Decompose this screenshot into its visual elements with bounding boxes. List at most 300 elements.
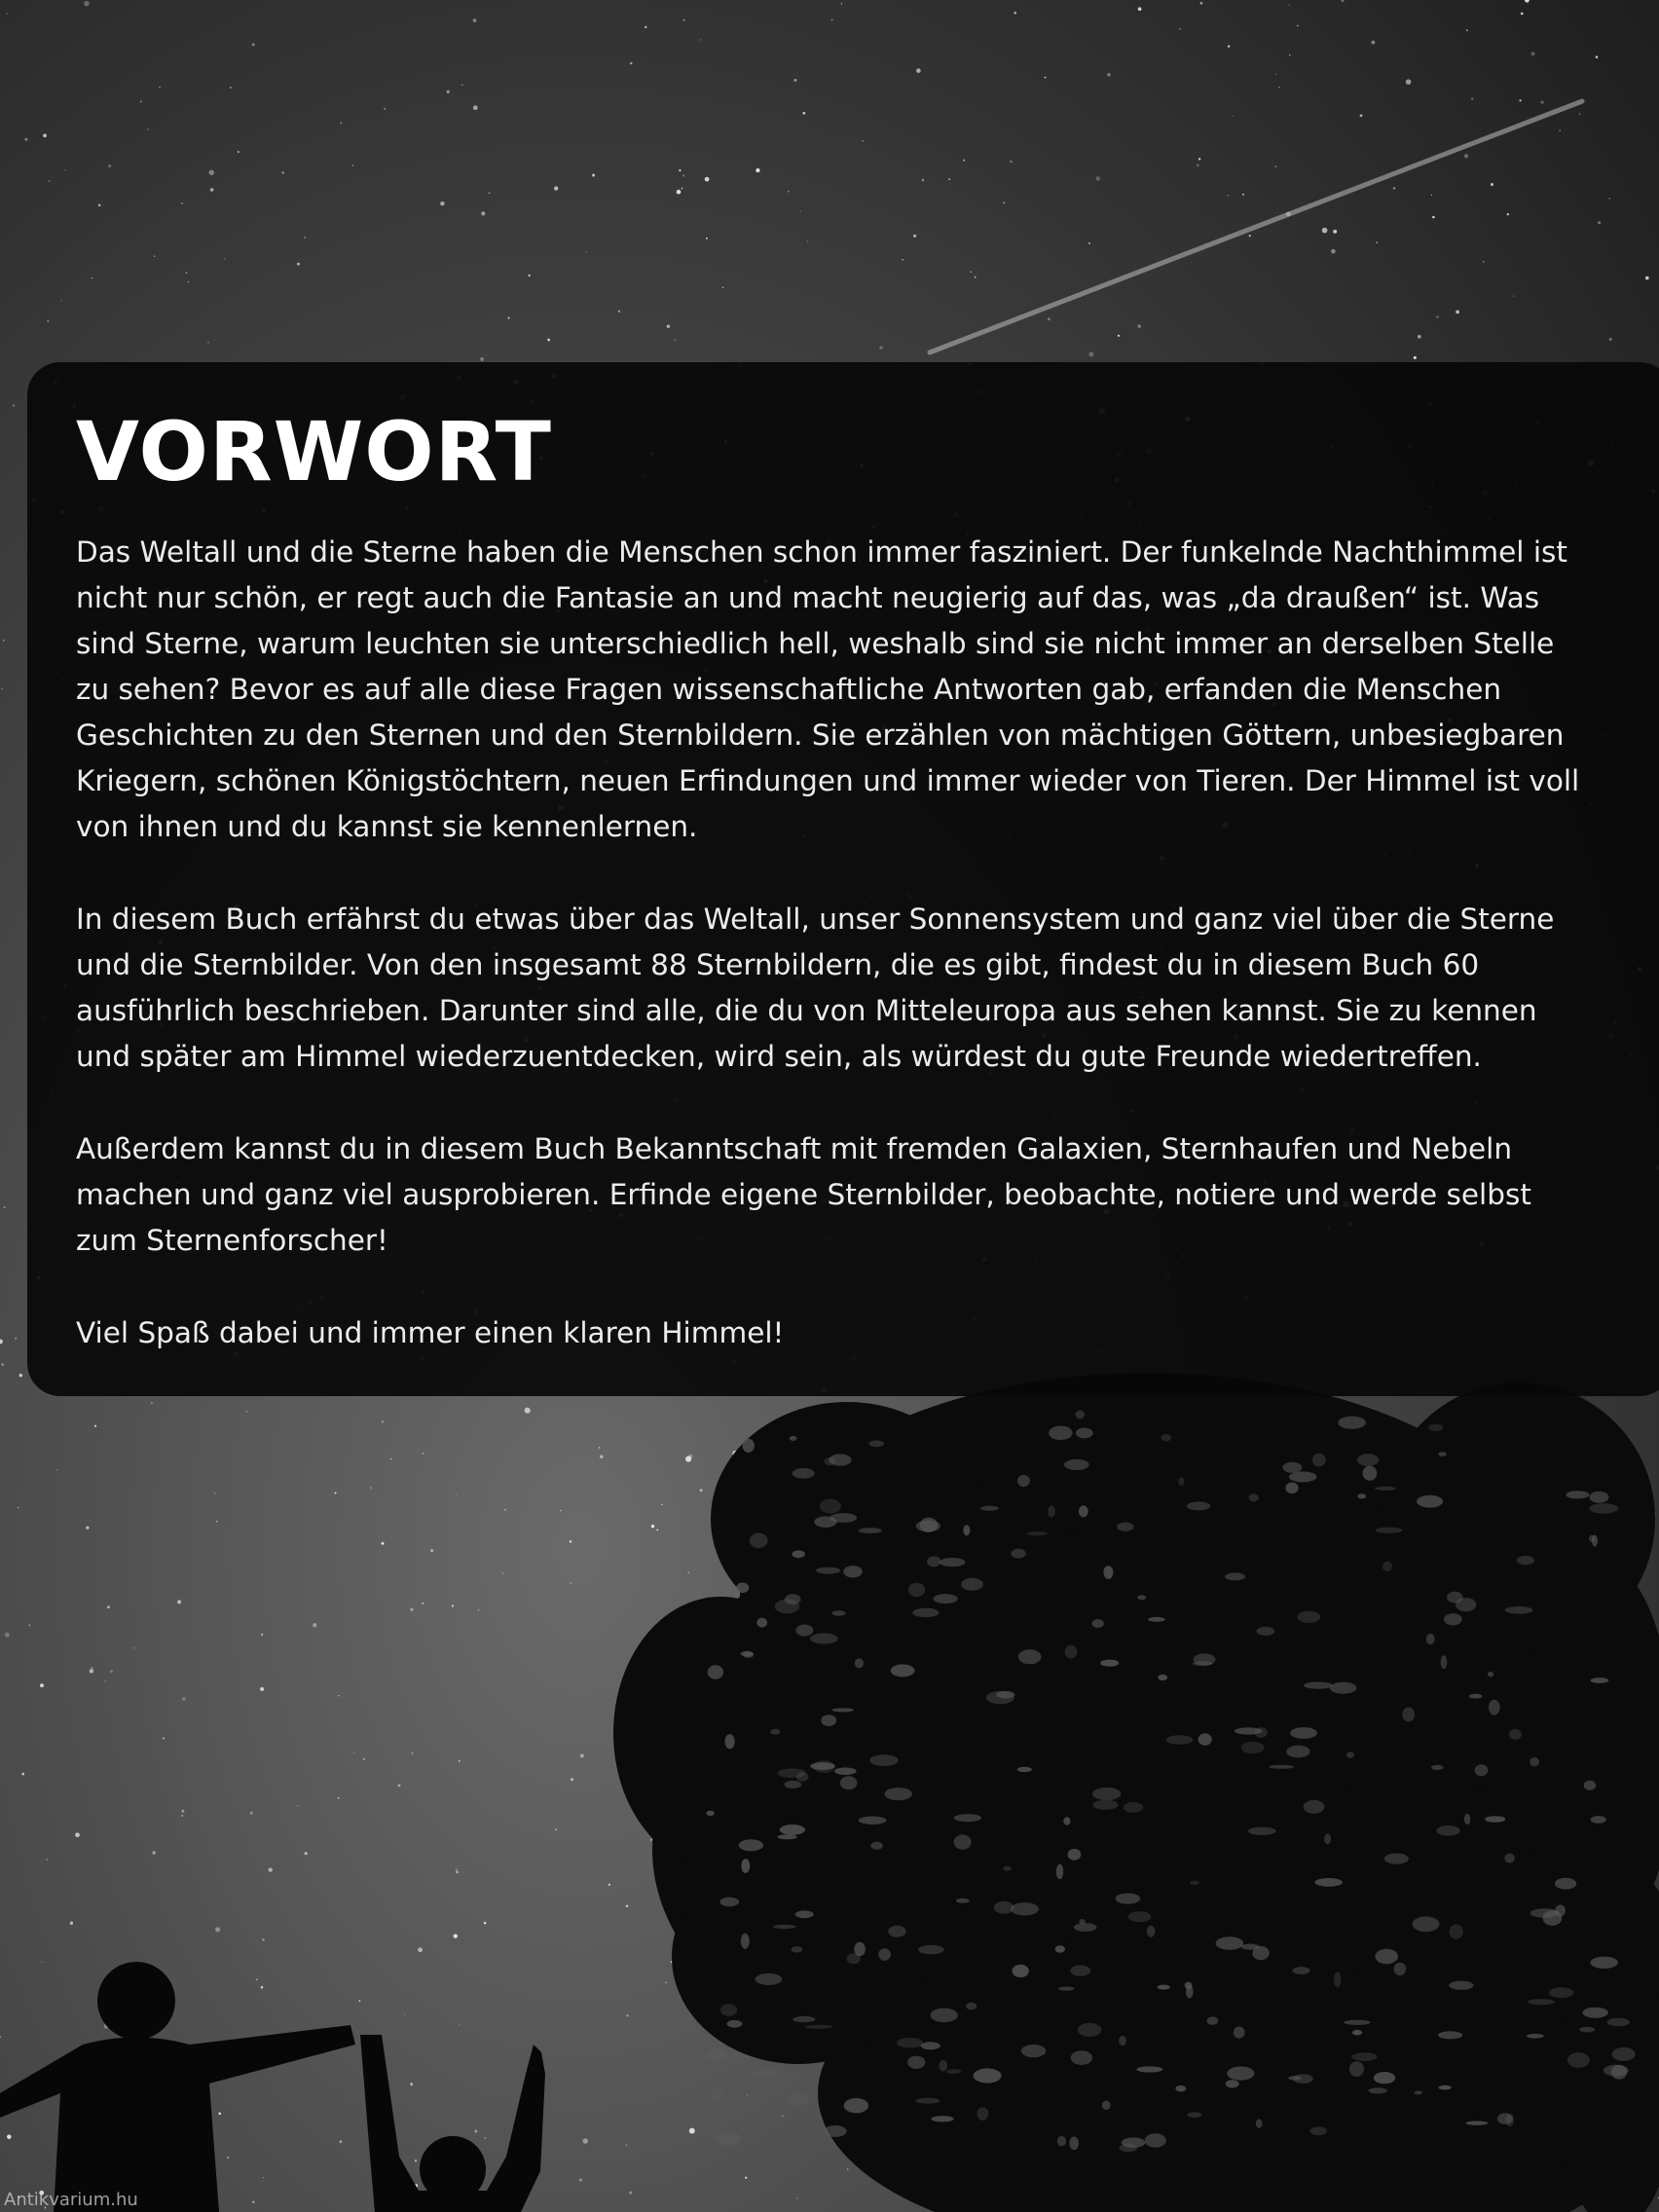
star [674,339,676,341]
star [1372,41,1376,45]
leaf-gap [1488,1672,1493,1677]
leaf-gap [1374,2072,1395,2083]
leaf-gap [1304,1682,1333,1689]
leaf-gap [1190,1881,1199,1885]
leaf-gap [1198,1733,1212,1745]
star [948,178,950,180]
star [151,1402,153,1404]
leaf-gap [1078,2023,1101,2037]
leaf-gap [1137,1595,1146,1600]
leaf-gap [743,1439,755,1453]
leaf-gap [1158,1675,1167,1680]
leaf-gap [1334,1972,1341,1988]
star [1249,235,1251,237]
star [1507,213,1509,215]
star [1198,158,1200,160]
leaf-gap [750,1533,768,1549]
star [41,1961,42,1962]
leaf-gap [1527,2034,1544,2039]
star [209,170,214,175]
leaf-gap [916,1521,940,1532]
star [363,1758,365,1760]
leaf-gap [1074,1923,1097,1932]
star [1513,295,1514,296]
leaf-gap [1298,1611,1321,1623]
leaf-gap [1376,1528,1403,1533]
star [382,1421,384,1423]
leaf-gap [840,1776,858,1789]
leaf-gap [1117,1523,1133,1531]
leaf-gap [1566,1491,1589,1498]
star [916,68,921,73]
star [1393,187,1395,189]
star [700,1489,703,1492]
leaf-gap [1449,1981,1474,1990]
leaf-gap [1226,2080,1239,2087]
star [1406,79,1412,85]
leaf-gap [921,2042,940,2049]
leaf-gap [859,1817,887,1825]
leaf-gap [756,1618,767,1628]
leaf-gap [1254,1727,1268,1738]
leaf-gap [1225,1572,1245,1580]
star [629,2192,632,2194]
leaf-gap [1285,1483,1298,1494]
leaf-gap [1428,1424,1443,1431]
star [40,1683,44,1687]
leaf-gap [869,1440,884,1447]
leaf-gap [1346,1751,1354,1758]
leaf-gap [778,1834,797,1839]
star [15,1338,17,1340]
leaf-gap [1092,1788,1121,1800]
leaf-gap [1148,1617,1165,1622]
star [1609,198,1610,199]
star [1107,73,1110,76]
star [862,140,864,142]
star [447,91,450,93]
star [473,18,477,22]
star [782,2116,784,2118]
leaf-gap [710,2088,724,2101]
leaf-gap [946,2069,962,2074]
leaf-gap [1415,2091,1422,2095]
leaf-gap [878,1948,891,1961]
star [108,165,111,167]
star [570,1540,571,1542]
star [1,688,3,690]
leaf-gap [931,2116,953,2121]
star [384,108,386,110]
star [13,404,15,406]
leaf-gap [1509,1729,1522,1740]
leaf-gap [1128,1911,1152,1922]
leaf-gap [777,1768,806,1778]
leaf-gap [1517,1556,1534,1565]
leaf-gap [1064,1459,1089,1470]
leaf-gap [1357,1454,1379,1466]
leaf-gap [1003,1866,1012,1871]
star [1436,315,1439,318]
leaf-gap [1466,2121,1489,2125]
leaf-gap [1304,1800,1325,1814]
star [353,1751,354,1752]
star [794,79,797,82]
star [841,3,842,4]
leaf-gap [810,1634,838,1644]
star [47,1859,48,1860]
star [1242,194,1244,196]
leaf-gap [907,2056,925,2069]
star [456,1494,457,1495]
star [975,276,977,278]
star [224,258,225,259]
star [297,263,300,266]
star [461,84,463,86]
leaf-gap [1351,2052,1377,2061]
leaf-gap [1485,1816,1505,1823]
star [456,1868,458,1870]
leaf-gap [1175,2085,1186,2091]
star [84,1,90,7]
leaf-gap [780,1825,805,1835]
star [971,272,972,273]
star [452,1604,454,1606]
star [47,320,49,322]
star [1525,0,1530,2]
leaf-gap [1589,1492,1608,1503]
star [1014,12,1016,15]
star [1197,165,1198,166]
paragraph-2: In diesem Buch erfährst du etwas über das Weltall, unser Sonnensystem und ganz viel über die Sterne und die Sternbilder. Von den insgesamt 88 Sternbildern, die es gibt, findest du in diesem Buch 60 ausführlich beschrieben. Darunter sind alle, die du von Mitteleuropa aus sehen kannst. Sie zu kennen und später am Himmel wiederzuentdecken, wird sein, als würdest du gute Freunde wiedertreffen. [76,903,1555,1074]
tree-silhouette-icon [613,1373,1659,2212]
star [86,1527,89,1530]
star [24,138,27,141]
star [651,1525,654,1528]
star [133,1647,135,1649]
leaf-gap [1324,1833,1331,1844]
leaf-gap [1194,1653,1216,1665]
star [210,188,214,192]
leaf-gap [1591,1677,1609,1683]
leaf-gap [994,1901,1014,1914]
star [6,13,7,14]
star [1274,166,1276,167]
star [410,2083,413,2085]
star [263,2177,264,2178]
leaf-gap [785,1781,802,1788]
star [1432,216,1435,219]
star [1519,99,1521,101]
star [352,165,353,166]
leaf-gap [1017,1475,1030,1487]
leaf-gap [1312,1454,1326,1467]
star [1137,324,1141,328]
leaf-gap [1438,1452,1446,1456]
star [98,203,101,206]
star [682,188,683,190]
star [305,1852,308,1855]
star [4,1206,6,1208]
star [238,151,240,153]
star [338,1695,339,1696]
leaf-gap [1591,1816,1606,1824]
star [0,2036,1,2038]
leaf-gap [1058,1987,1075,1991]
star [313,1623,316,1627]
star [104,1680,106,1682]
leaf-gap [1256,1627,1274,1636]
foreword-text-panel [27,362,1659,1396]
leaf-gap [1504,1854,1515,1863]
star [456,1871,459,1874]
leaf-gap [1055,1945,1065,1952]
star [454,1934,458,1937]
leaf-gap [1011,1902,1039,1915]
star [722,287,723,288]
star [555,1828,557,1830]
leaf-gap [1070,1965,1090,1975]
star [507,317,509,319]
leaf-gap [743,1651,754,1658]
leaf-gap [1369,2087,1387,2093]
star [252,2201,254,2203]
leaf-gap [888,1926,905,1937]
leaf-gap [1417,1495,1443,1508]
leaf-gap [739,1839,763,1851]
star [152,1851,156,1855]
star [1200,2,1203,5]
star [1521,13,1524,16]
star [626,1905,629,1908]
leaf-gap [1234,2027,1245,2039]
leaf-gap [1357,1493,1366,1498]
star [49,180,50,181]
leaf-gap [1079,1919,1086,1925]
star [390,1458,391,1459]
star [1138,7,1142,11]
star [1288,4,1289,5]
star [256,1979,257,1980]
leaf-gap [1344,2020,1371,2025]
leaf-gap [1282,1462,1302,1473]
leaf-gap [897,2038,923,2048]
leaf-gap [795,1625,813,1637]
leaf-gap [1338,1417,1365,1429]
star [440,202,444,205]
star [847,2168,848,2169]
star [297,1805,299,1807]
star [1559,129,1560,130]
star [665,1981,667,1983]
star [65,169,67,171]
leaf-gap [1065,1645,1078,1659]
star [181,1810,184,1813]
star [154,256,155,257]
leaf-gap [1375,1949,1398,1964]
leaf-gap [756,1973,783,1985]
star [56,1469,57,1470]
star [1227,195,1228,196]
star [1491,183,1493,186]
star [705,177,710,182]
star [252,43,255,46]
star [608,1884,610,1886]
leaf-gap [790,1436,797,1441]
star [1483,261,1484,262]
leaf-gap [816,1567,840,1574]
leaf-gap [1290,1727,1317,1739]
star [504,1509,506,1511]
leaf-gap [1079,1505,1088,1517]
leaf-gap [1286,1746,1309,1758]
leaf-gap [1119,2036,1126,2046]
star [525,1408,531,1414]
leaf-gap [1100,1660,1119,1667]
leaf-gap [1592,1535,1598,1547]
leaf-gap [1166,1735,1194,1744]
leaf-gap [1011,1549,1025,1559]
star [922,179,925,182]
leaf-gap [1145,2133,1166,2148]
star [656,1530,658,1531]
leaf-gap [1489,1700,1500,1715]
leaf-gap [1076,1411,1086,1419]
star [583,2138,589,2144]
star [600,1456,603,1458]
leaf-gap [824,2125,847,2137]
star [807,240,808,241]
star [415,2159,417,2161]
leaf-gap [1555,1878,1576,1890]
star [1010,161,1013,164]
star [679,169,681,171]
star [422,1603,424,1604]
star [799,210,801,212]
star [747,2094,748,2095]
leaf-gap [1256,2120,1263,2128]
leaf-gap [855,1658,864,1668]
leaf-gap [1122,2138,1146,2148]
leaf-gap [1017,1767,1032,1772]
star [803,112,806,115]
star [788,191,790,193]
star [216,1521,217,1522]
leaf-gap [927,1556,940,1567]
star [1414,356,1417,359]
leaf-gap [1475,1764,1489,1776]
leaf-gap [961,1578,983,1591]
leaf-gap [1447,1592,1462,1604]
leaf-gap [1604,2065,1629,2077]
leaf-gap [1310,2126,1327,2135]
star [215,1927,220,1932]
star [626,2144,628,2146]
leaf-gap [830,1513,857,1523]
leaf-gap [870,1842,883,1850]
leaf-gap [1363,1466,1378,1481]
star [667,324,670,327]
star [1376,241,1378,243]
leaf-gap [1056,1864,1063,1880]
star [262,1938,265,1941]
leaf-gap [824,1457,835,1465]
star [661,1503,663,1505]
star [147,129,149,130]
leaf-gap [1349,2061,1364,2077]
leaf-gap [1207,2016,1219,2024]
leaf-gap [1227,2067,1254,2081]
star [182,1697,186,1701]
leaf-gap [1252,1946,1269,1961]
star [21,1773,24,1776]
star [547,339,550,342]
leaf-gap [788,2093,809,2105]
leaf-gap [795,1910,814,1918]
leaf-gap [1413,1916,1440,1932]
star [94,1425,96,1427]
leaf-gap [940,2060,948,2071]
star [370,1487,372,1489]
star [218,2113,221,2116]
star [1596,55,1599,58]
star [339,2140,342,2143]
star [1598,221,1601,224]
star [359,2000,361,2002]
leaf-gap [1426,1634,1435,1644]
star [260,1687,264,1691]
leaf-gap [805,2025,833,2029]
leaf-gap [954,1814,981,1822]
leaf-gap [820,1499,841,1514]
star [186,272,187,273]
paragraph-4: Viel Spaß dabei und immer einen klaren Himmel! [76,1316,785,1350]
leaf-gap [891,1664,915,1677]
star [1278,87,1279,88]
star [335,1492,337,1493]
leaf-gap [1248,1827,1276,1835]
star [1096,176,1100,180]
leaf-gap [1567,2052,1590,2068]
star [382,1542,385,1545]
star [1003,202,1005,203]
leaf-gap [1579,2027,1595,2033]
star [188,281,189,282]
star [163,1737,165,1739]
leaf-gap [1314,1878,1343,1887]
leaf-gap [1161,1434,1171,1441]
watermark: Antikvarium.hu [4,2190,138,2210]
leaf-gap [1269,1765,1294,1769]
leaf-gap [940,1558,966,1567]
leaf-gap [1530,1757,1539,1766]
star [685,1456,691,1462]
star [304,237,306,239]
leaf-gap [821,1714,836,1726]
star [430,1549,433,1552]
leaf-gap [706,2048,727,2062]
leaf-gap [980,1506,999,1511]
star [1466,29,1467,30]
leaf-gap [1497,2113,1513,2124]
star [181,1815,183,1817]
star [474,2130,477,2133]
leaf-gap [1505,1606,1533,1614]
star [473,105,478,110]
star [207,342,208,343]
star [630,62,632,64]
leaf-gap [834,1767,857,1775]
